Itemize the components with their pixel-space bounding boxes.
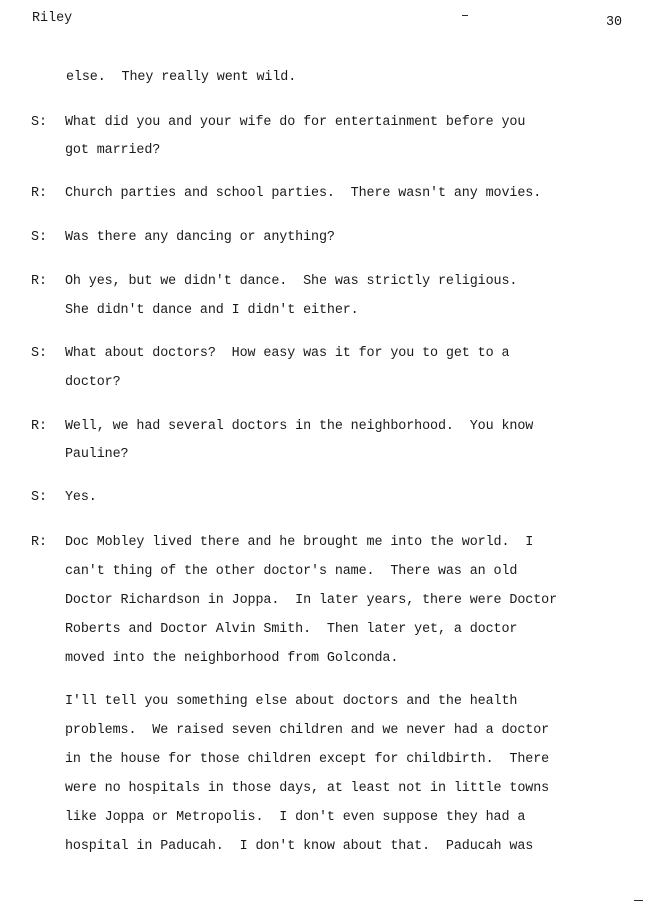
text-line: got married? xyxy=(65,143,161,158)
speaker-label: S: xyxy=(31,346,48,361)
header-name: Riley xyxy=(32,11,73,26)
speaker-label: R: xyxy=(31,419,48,434)
text-line: like Joppa or Metropolis. I don't even suppose they had a xyxy=(65,810,526,825)
text-line: else. They really went wild. xyxy=(66,70,297,85)
speaker-label: R: xyxy=(31,274,48,289)
speaker-label: S: xyxy=(31,230,48,245)
speaker-label: S: xyxy=(31,490,48,505)
text-line: I'll tell you something else about doctors and the health xyxy=(65,694,518,709)
text-line: Doctor Richardson in Joppa. In later years, there were Doctor xyxy=(65,593,558,608)
scan-mark-top xyxy=(462,15,468,16)
text-line: doctor? xyxy=(65,375,121,390)
text-line: What did you and your wife do for entertainment before you xyxy=(65,115,526,130)
text-line: Well, we had several doctors in the neighborhood. You know xyxy=(65,419,534,434)
text-line: What about doctors? How easy was it for you to get to a xyxy=(65,346,510,361)
speaker-label: R: xyxy=(31,186,48,201)
text-line: were no hospitals in those days, at least not in little towns xyxy=(65,781,550,796)
speaker-label: R: xyxy=(31,535,48,550)
text-line: Church parties and school parties. There wasn't any movies. xyxy=(65,186,542,201)
text-line: Roberts and Doctor Alvin Smith. Then later yet, a doctor xyxy=(65,622,518,637)
text-line: moved into the neighborhood from Golconda. xyxy=(65,651,399,666)
speaker-label: S: xyxy=(31,115,48,130)
text-line: Doc Mobley lived there and he brought me into the world. I xyxy=(65,535,534,550)
text-line: Yes. xyxy=(65,490,97,505)
text-line: problems. We raised seven children and we never had a doctor xyxy=(65,723,550,738)
text-line: Oh yes, but we didn't dance. She was strictly religious. xyxy=(65,274,518,289)
text-line: Was there any dancing or anything? xyxy=(65,230,335,245)
page-number: 30 xyxy=(606,15,623,30)
text-line: can't thing of the other doctor's name. There was an old xyxy=(65,564,518,579)
text-line: Pauline? xyxy=(65,447,129,462)
text-line: hospital in Paducah. I don't know about that. Paducah was xyxy=(65,839,534,854)
text-line: in the house for those children except for childbirth. There xyxy=(65,752,550,767)
text-line: She didn't dance and I didn't either. xyxy=(65,303,359,318)
scan-mark-bottom xyxy=(634,900,643,901)
